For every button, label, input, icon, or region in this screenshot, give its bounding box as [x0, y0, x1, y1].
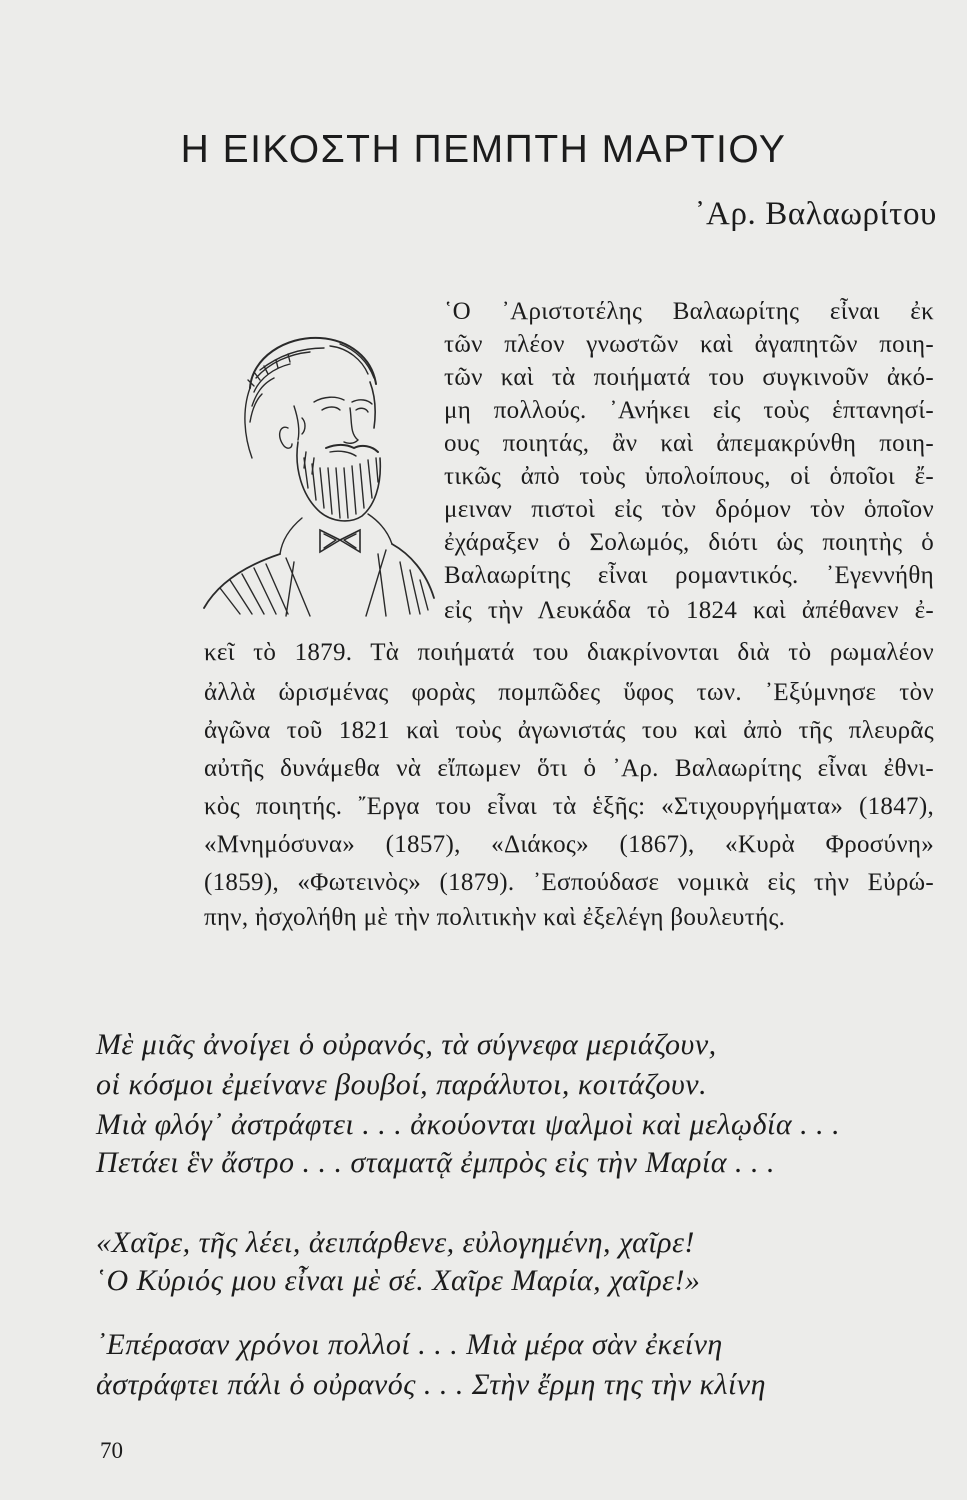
bio-line: μη πολλούς. ᾿Ανήκει εἰς τοὺς ἑπτανησί-: [444, 397, 934, 424]
bio-line: κὸς ποιητής. ῎Εργα του εἶναι τὰ ἑξῆς: «Στιχουργήματα» (1847),: [204, 793, 934, 820]
bio-line: πην, ἠσχολήθη μὲ τὴν πολιτικὴν καὶ ἐξελέγη βουλευτής.: [204, 904, 786, 931]
poem-line: Μιὰ φλόγ᾿ ἀστράφτει . . . ἀκούονται ψαλμοὶ καὶ μελῳδία . . .: [96, 1108, 841, 1141]
bio-line: «Μνημόσυνα» (1857), «Διάκος» (1867), «Κυρὰ Φροσύνη»: [204, 831, 934, 858]
bio-line: εἰς τὴν Λευκάδα τὸ 1824 καὶ ἀπέθανεν ἐ-: [444, 597, 934, 624]
author-attribution: ᾿Αρ. Βαλαωρίτου: [694, 196, 937, 232]
bio-line: ἀλλὰ ὡρισμένας φορὰς πομπῶδες ὕφος των. ᾿Εξύμνησε τὸν: [204, 679, 934, 706]
poem-line: ᾿Επέρασαν χρόνοι πολλοί . . . Μιὰ μέρα σὰν ἐκείνη: [96, 1328, 723, 1361]
bio-line: τικῶς ἀπὸ τοὺς ὑπολοίπους, οἱ ὁποῖοι ἔ-: [444, 463, 934, 490]
poem-line: Πετάει ἓν ἄστρο . . . σταματᾷ ἐμπρὸς εἰς τὴν Μαρία . . .: [96, 1146, 775, 1179]
bio-line: αὐτῆς δυνάμεθα νὰ εἴπωμεν ὅτι ὁ ᾿Αρ. Βαλαωρίτης εἶναι ἐθνι-: [204, 755, 934, 782]
bio-line: ῾Ο ᾿Αριστοτέλης Βαλαωρίτης εἶναι ἐκ: [444, 298, 934, 325]
poem-line: ῾Ο Κύριός μου εἶναι μὲ σέ. Χαῖρε Μαρία, χαῖρε!»: [96, 1264, 701, 1297]
page-title: Η ΕΙΚΟΣΤΗ ΠΕΜΠΤΗ ΜΑΡΤΙΟΥ: [180, 128, 787, 171]
bio-line: ἐχάραξεν ὁ Σολωμός, διότι ὡς ποιητὴς ὁ: [444, 529, 934, 556]
bio-line: τῶν καὶ τὰ ποιήματά του συγκινοῦν ἀκό-: [444, 364, 934, 391]
bio-line: μειναν πιστοὶ εἰς τὸν δρόμον τὸν ὁποῖον: [444, 496, 934, 523]
page-number: 70: [100, 1438, 123, 1463]
bio-line: (1859), «Φωτεινὸς» (1879). ᾿Εσπούδασε νομικὰ εἰς τὴν Εὐρώ-: [204, 869, 934, 896]
poem-line: ἀστράφτει πάλι ὁ οὐρανός . . . Στὴν ἔρμη της τὴν κλίνη: [96, 1368, 766, 1401]
bio-line: ους ποιητάς, ἂν καὶ ἀπεμακρύνθη ποιη-: [444, 430, 934, 457]
poem-line: «Χαῖρε, τῆς λέει, ἀειπάρθενε, εὐλογημένη, χαῖρε!: [96, 1226, 695, 1259]
author-portrait-engraving: [190, 318, 450, 618]
bio-line: ἀγῶνα τοῦ 1821 καὶ τοὺς ἀγωνιστάς του καὶ ἀπὸ τῆς πλευρᾶς: [204, 717, 934, 744]
bio-line: τῶν πλέον γνωστῶν καὶ ἀγαπητῶν ποιη-: [444, 331, 934, 358]
poem-line: Μὲ μιᾶς ἀνοίγει ὁ οὐρανός, τὰ σύγνεφα μεριάζουν,: [96, 1028, 717, 1061]
poem-line: οἱ κόσμοι ἐμείνανε βουβοί, παράλυτοι, κοιτάζουν.: [96, 1068, 708, 1101]
bio-line: κεῖ τὸ 1879. Τὰ ποιήματά του διακρίνονται διὰ τὸ ρωμαλέον: [204, 639, 934, 666]
bio-line: Βαλαωρίτης εἶναι ρομαντικός. ᾿Εγεννήθη: [444, 562, 934, 589]
